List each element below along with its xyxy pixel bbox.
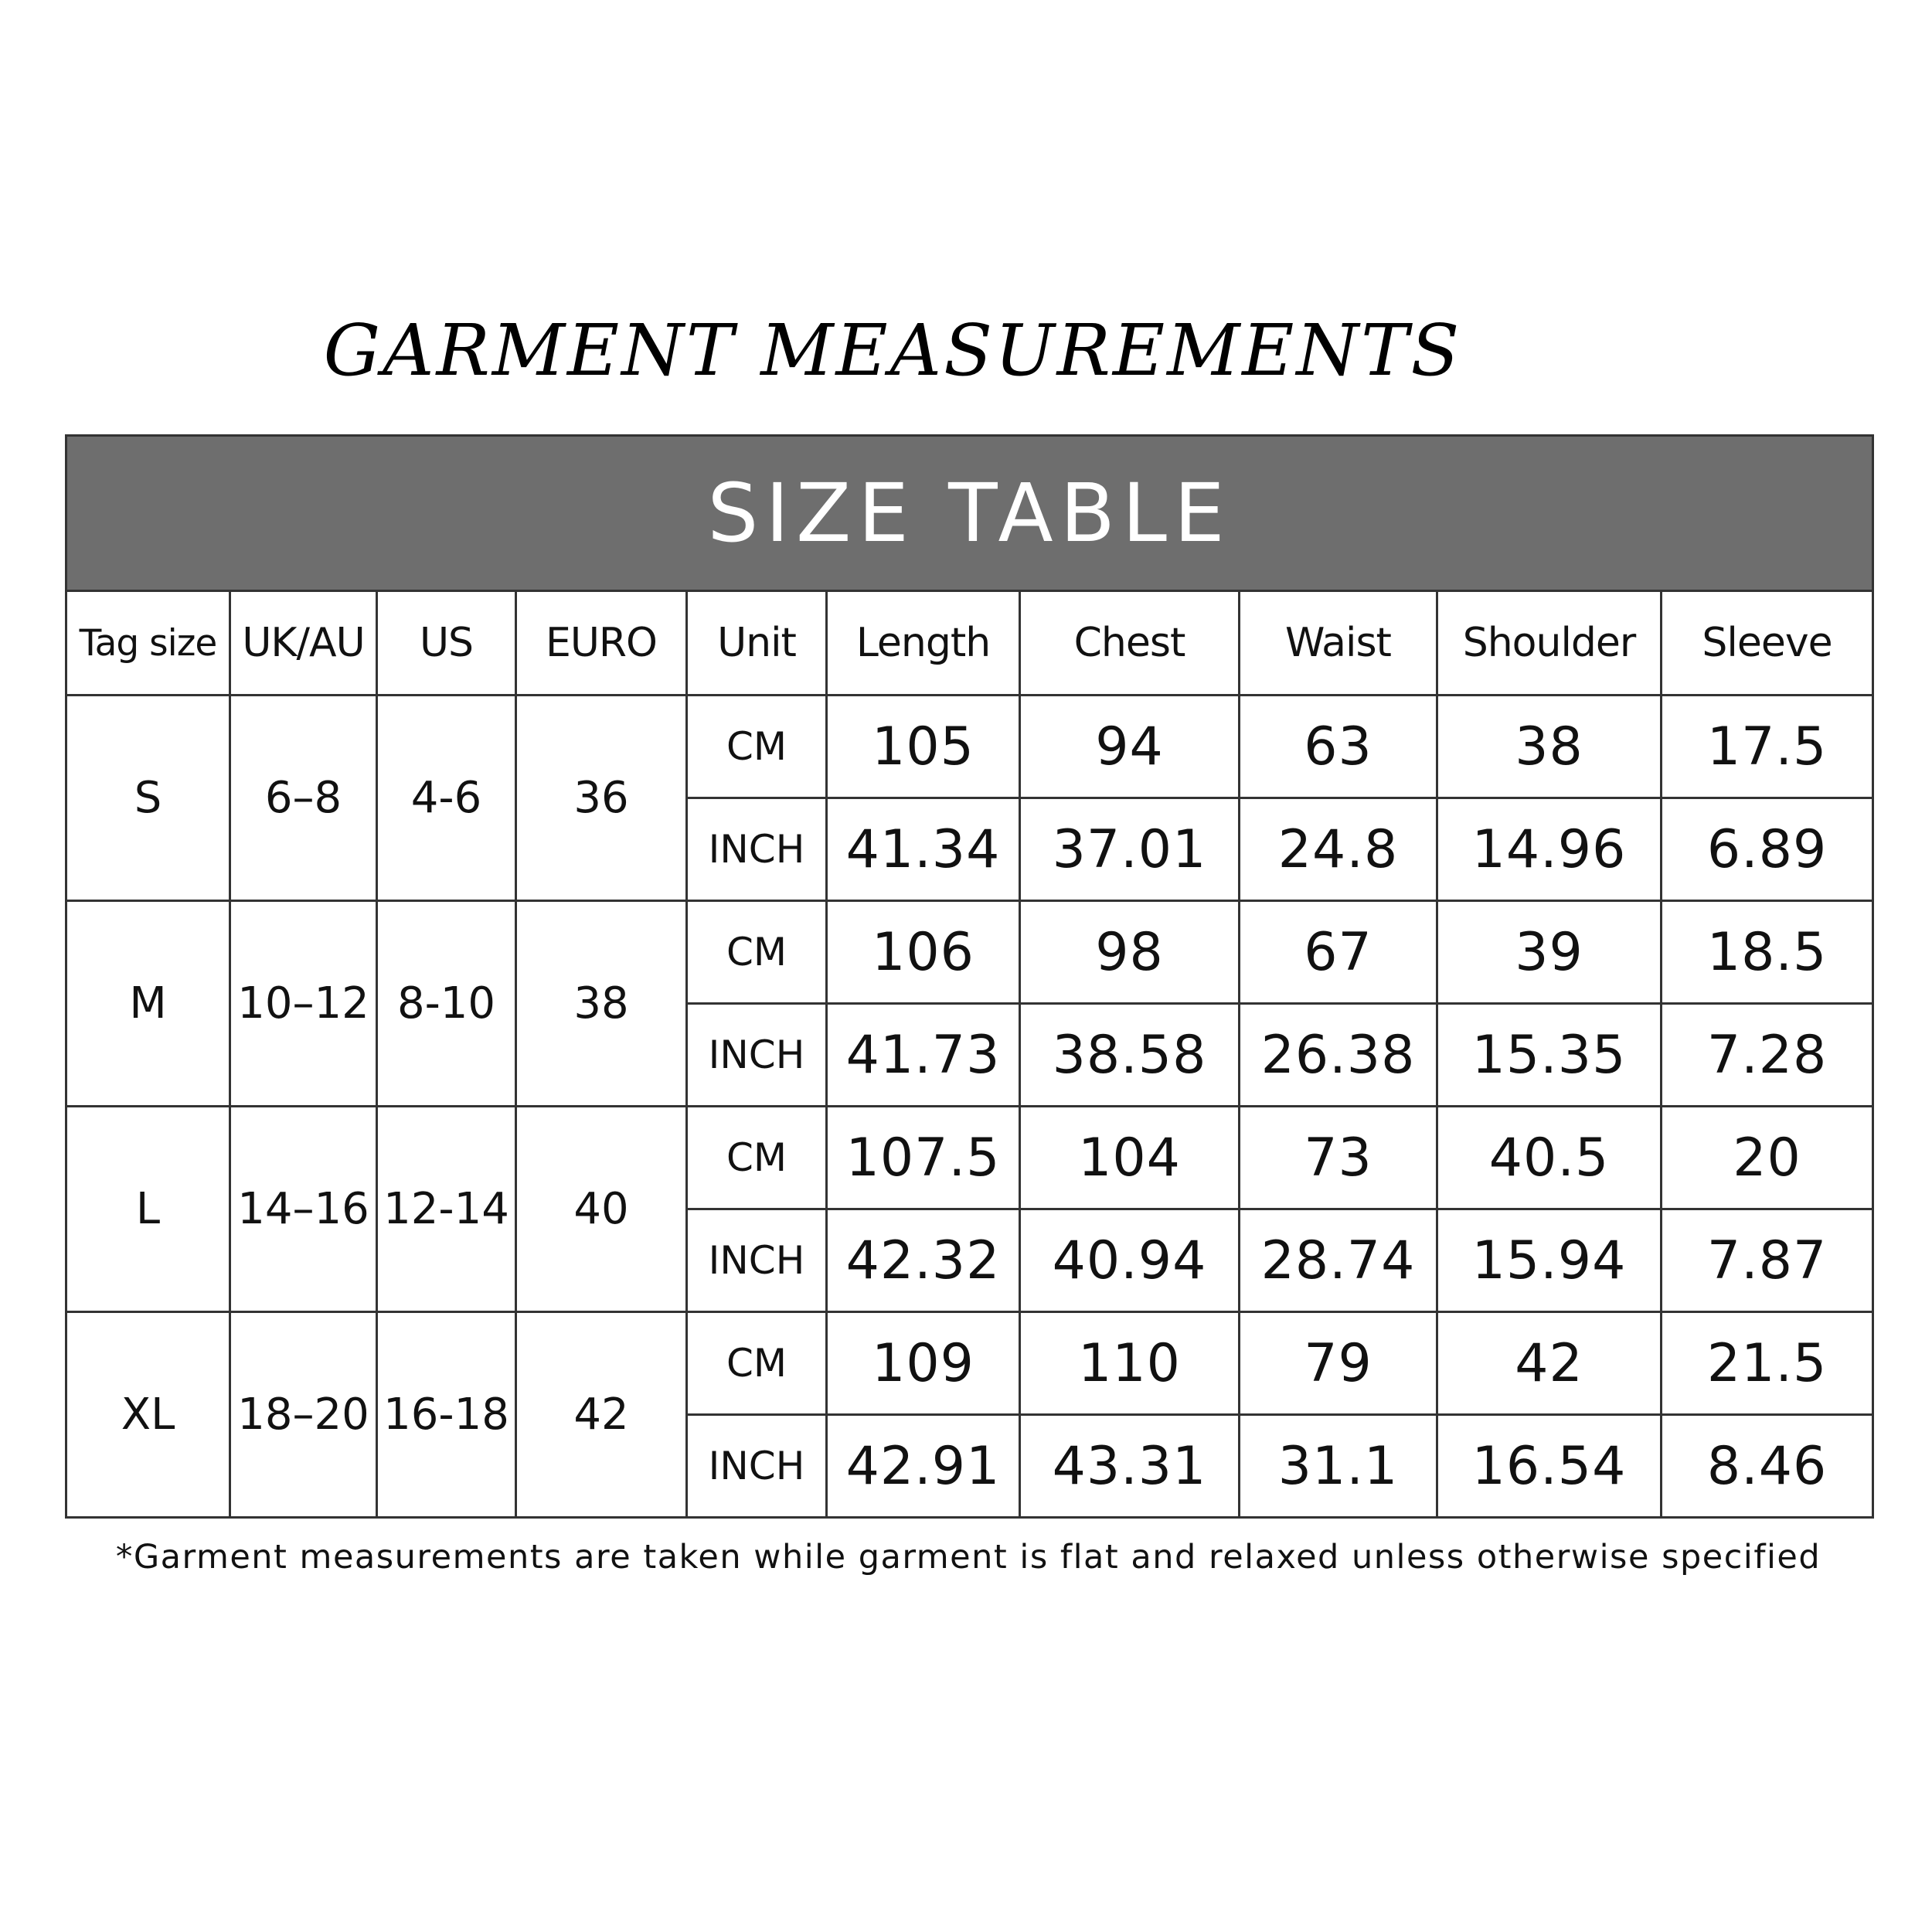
table-row xyxy=(66,901,1873,1004)
col-header-shoulder: Shoulder xyxy=(1437,591,1662,696)
sleeve-cell: 8.46 xyxy=(1662,1415,1873,1518)
waist-cell: 24.8 xyxy=(1240,798,1437,901)
unit-cell: CM xyxy=(687,696,827,798)
waist-cell: 31.1 xyxy=(1240,1415,1437,1518)
chest-cell: 38.58 xyxy=(1020,1004,1240,1107)
table-row xyxy=(66,1107,1873,1209)
col-header-tag-size: Tag size xyxy=(66,591,230,696)
shoulder-cell: 15.35 xyxy=(1437,1004,1662,1107)
uk-au-cell: 14–16 xyxy=(230,1107,377,1312)
table-row xyxy=(66,696,1873,798)
shoulder-cell: 40.5 xyxy=(1437,1107,1662,1209)
waist-cell: 79 xyxy=(1240,1312,1437,1415)
sleeve-cell: 17.5 xyxy=(1662,696,1873,798)
us-cell: 16-18 xyxy=(377,1312,516,1518)
chest-cell: 94 xyxy=(1020,696,1240,798)
tag-size-cell: M xyxy=(66,901,230,1107)
unit-cell: INCH xyxy=(687,1004,827,1107)
chest-cell: 110 xyxy=(1020,1312,1240,1415)
sleeve-cell: 20 xyxy=(1662,1107,1873,1209)
shoulder-cell: 16.54 xyxy=(1437,1415,1662,1518)
sleeve-cell: 21.5 xyxy=(1662,1312,1873,1415)
length-cell: 109 xyxy=(827,1312,1020,1415)
length-cell: 107.5 xyxy=(827,1107,1020,1209)
chest-cell: 40.94 xyxy=(1020,1209,1240,1312)
waist-cell: 67 xyxy=(1240,901,1437,1004)
page-title: GARMENT MEASUREMENTS xyxy=(323,309,1462,392)
col-header-length: Length xyxy=(827,591,1020,696)
us-cell: 12-14 xyxy=(377,1107,516,1312)
chest-cell: 37.01 xyxy=(1020,798,1240,901)
tag-size-cell: L xyxy=(66,1107,230,1312)
uk-au-cell: 10–12 xyxy=(230,901,377,1107)
col-header-euro: EURO xyxy=(516,591,687,696)
col-header-chest: Chest xyxy=(1020,591,1240,696)
length-cell: 42.91 xyxy=(827,1415,1020,1518)
length-cell: 105 xyxy=(827,696,1020,798)
length-cell: 106 xyxy=(827,901,1020,1004)
sleeve-cell: 7.28 xyxy=(1662,1004,1873,1107)
chest-cell: 104 xyxy=(1020,1107,1240,1209)
chest-cell: 43.31 xyxy=(1020,1415,1240,1518)
col-header-sleeve: Sleeve xyxy=(1662,591,1873,696)
col-header-unit: Unit xyxy=(687,591,827,696)
euro-cell: 40 xyxy=(516,1107,687,1312)
euro-cell: 36 xyxy=(516,696,687,901)
sleeve-cell: 18.5 xyxy=(1662,901,1873,1004)
col-header-waist: Waist xyxy=(1240,591,1437,696)
shoulder-cell: 42 xyxy=(1437,1312,1662,1415)
unit-cell: INCH xyxy=(687,1415,827,1518)
euro-cell: 42 xyxy=(516,1312,687,1518)
size-table-banner: SIZE TABLE xyxy=(66,436,1873,591)
us-cell: 8-10 xyxy=(377,901,516,1107)
tag-size-cell: XL xyxy=(66,1312,230,1518)
unit-cell: CM xyxy=(687,1312,827,1415)
uk-au-cell: 6–8 xyxy=(230,696,377,901)
length-cell: 41.73 xyxy=(827,1004,1020,1107)
shoulder-cell: 38 xyxy=(1437,696,1662,798)
uk-au-cell: 18–20 xyxy=(230,1312,377,1518)
table-row xyxy=(66,1312,1873,1415)
waist-cell: 63 xyxy=(1240,696,1437,798)
unit-cell: CM xyxy=(687,1107,827,1209)
chest-cell: 98 xyxy=(1020,901,1240,1004)
waist-cell: 73 xyxy=(1240,1107,1437,1209)
col-header-us: US xyxy=(377,591,516,696)
size-table xyxy=(65,434,1874,1519)
us-cell: 4-6 xyxy=(377,696,516,901)
waist-cell: 28.74 xyxy=(1240,1209,1437,1312)
length-cell: 41.34 xyxy=(827,798,1020,901)
sleeve-cell: 7.87 xyxy=(1662,1209,1873,1312)
col-header-uk-au: UK/AU xyxy=(230,591,377,696)
header-row xyxy=(66,591,1873,696)
shoulder-cell: 39 xyxy=(1437,901,1662,1004)
sleeve-cell: 6.89 xyxy=(1662,798,1873,901)
tag-size-cell: S xyxy=(66,696,230,901)
footnote: *Garment measurements are taken while garment is flat and relaxed unless otherwise specified xyxy=(115,1538,1821,1577)
length-cell: 42.32 xyxy=(827,1209,1020,1312)
shoulder-cell: 15.94 xyxy=(1437,1209,1662,1312)
waist-cell: 26.38 xyxy=(1240,1004,1437,1107)
shoulder-cell: 14.96 xyxy=(1437,798,1662,901)
unit-cell: INCH xyxy=(687,798,827,901)
unit-cell: INCH xyxy=(687,1209,827,1312)
unit-cell: CM xyxy=(687,901,827,1004)
euro-cell: 38 xyxy=(516,901,687,1107)
